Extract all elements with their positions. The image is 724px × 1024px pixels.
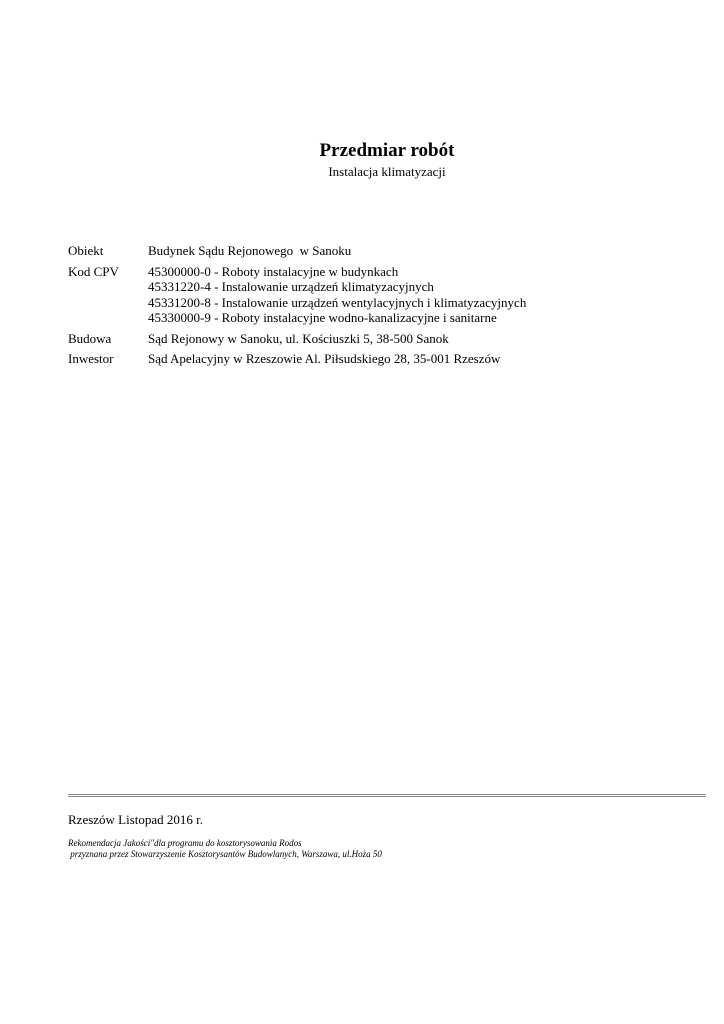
budowa-values: [148, 331, 449, 347]
budowa-value: Sąd Rejonowy w Sanoku, ul. Kościuszki 5, 38-500 Sanok: [148, 330, 449, 346]
cpv-code-line: 45300000-0 - Roboty instalacyjne w budynkach: [148, 263, 399, 279]
cpv-code-line: 45331200-8 - Instalowanie urządzeń wentylacyjnych i klimatyzacyjnych: [148, 294, 527, 310]
note-line: przyznana przez Stowarzyszenie Kosztorysantów Budowlanych, Warszawa, ul.Hoża 50: [68, 849, 382, 859]
kod-cpv-values: [148, 264, 526, 326]
obiekt-values: [148, 243, 351, 259]
document-subtitle: Instalacja klimatyzacji: [328, 164, 446, 179]
obiekt-label: Obiekt: [68, 243, 104, 258]
info-row-kod-cpv: [68, 264, 526, 326]
footer-separator: [68, 794, 706, 797]
cpv-code-line: 45330000-9 - Roboty instalacyjne wodno-kanalizacyjne i sanitarne: [148, 310, 497, 325]
info-row-inwestor: [68, 351, 526, 367]
software-recommendation-note: [68, 838, 382, 860]
info-row-obiekt: [68, 243, 526, 259]
place-and-date: Rzeszów Listopad 2016 r.: [68, 812, 204, 827]
inwestor-values: [148, 351, 500, 367]
document-title: Przedmiar robót: [319, 140, 455, 161]
kod-cpv-label: Kod CPV: [68, 263, 119, 279]
note-line: Rekomendacja Jakości"dla programu do kosztorysowania Rodos: [68, 838, 302, 848]
inwestor-label: Inwestor: [68, 351, 114, 366]
cpv-code-line: 45331220-4 - Instalowanie urządzeń klimatyzacyjnych: [148, 279, 434, 294]
inwestor-value: Sąd Apelacyjny w Rzeszowie Al. Piłsudskiego 28, 35-001 Rzeszów: [148, 351, 501, 366]
project-info-table: [68, 243, 526, 372]
info-row-budowa: [68, 331, 526, 347]
obiekt-value: Budynek Sądu Rejonowego w Sanoku: [148, 243, 352, 258]
budowa-label: Budowa: [68, 330, 112, 346]
